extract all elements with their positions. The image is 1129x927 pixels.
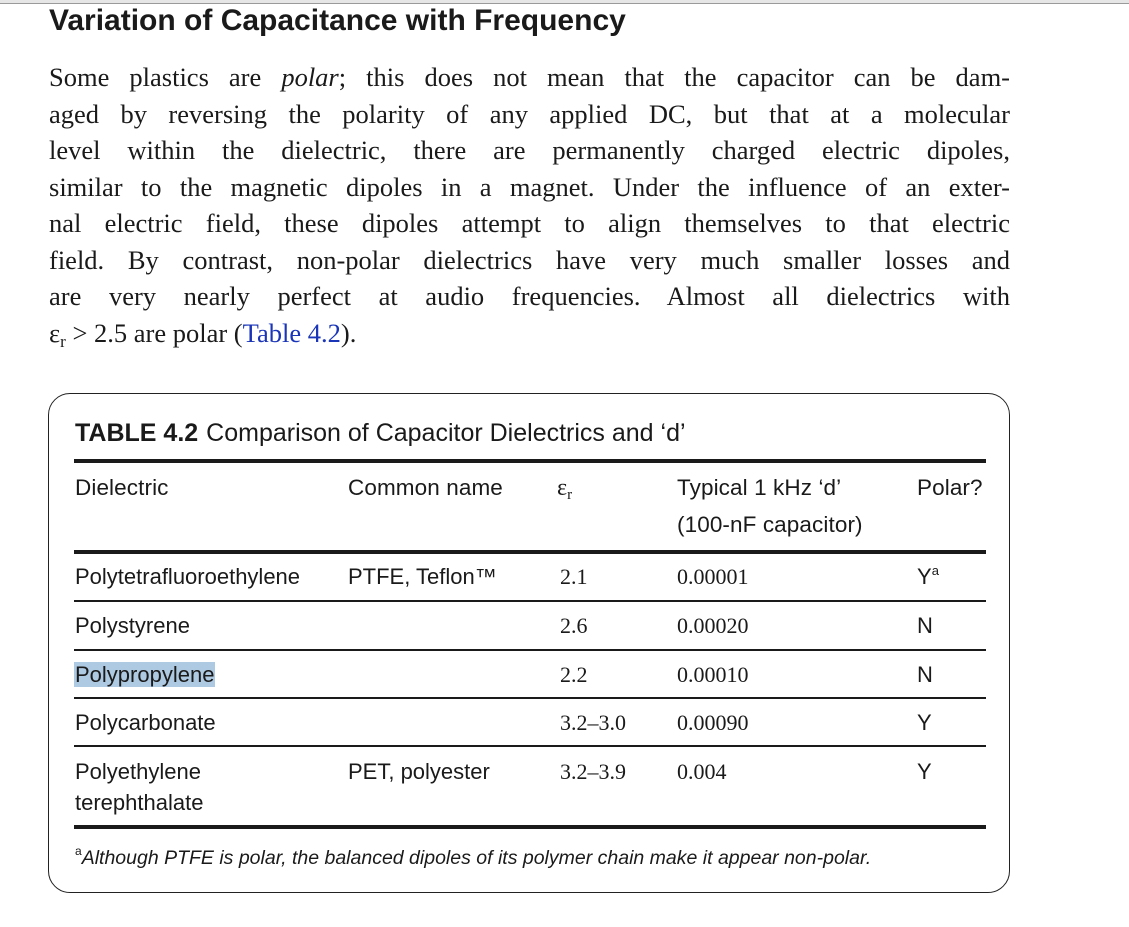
header-typical-d: Typical 1 kHz ‘d’ xyxy=(677,475,842,500)
row-2-er: 2.6 xyxy=(560,613,588,638)
paragraph-line-5: nal electric field, these dipoles attempt to align themselves to that electric xyxy=(49,208,1010,238)
header-er: $\varepsilon_r$ xyxy=(557,475,573,503)
row-4-d: 0.00090 xyxy=(677,710,749,735)
row-5-er: 3.2–3.9 xyxy=(560,759,626,784)
selected-text[interactable]: Polypropylene xyxy=(75,662,215,687)
paragraph-line-8: $\varepsilon_r > 2.5$ are polar (Table 4.2). xyxy=(49,317,357,351)
table-frame xyxy=(48,393,1010,893)
row-5-common-name: PET, polyester xyxy=(348,759,490,784)
table-bottom-rule xyxy=(74,825,986,829)
table-title: Comparison of Capacitor Dielectrics and ‘d’ xyxy=(206,419,686,447)
row-3-er: 2.2 xyxy=(560,662,588,687)
paragraph-line-1: Some plastics are polar; this does not mean that the capacitor can be dam- xyxy=(49,62,1011,92)
polar-emphasis: polar xyxy=(281,62,339,92)
row-3-polar: N xyxy=(917,662,933,687)
paragraph-line-3: level within the dielectric, there are permanently charged electric dipoles, xyxy=(49,135,1010,165)
header-polar: Polar? xyxy=(917,475,983,500)
table-top-rule xyxy=(74,459,986,463)
row-1-d: 0.00001 xyxy=(677,564,749,589)
epsilon-symbol: ε xyxy=(557,475,568,501)
footnote-marker: a xyxy=(931,563,939,578)
paragraph-line-2: aged by reversing the polarity of any applied DC, but that at a molecular xyxy=(49,98,1010,129)
header-common-name: Common name xyxy=(348,475,503,500)
table-reference-link[interactable]: Table 4.2 xyxy=(242,317,341,348)
row-5-d: 0.004 xyxy=(677,759,727,784)
row-5-dielectric-cont: terephthalate xyxy=(75,790,204,815)
row-1-polar: $Y^a$ xyxy=(917,563,939,589)
table-label: TABLE 4.2 xyxy=(75,419,199,447)
paragraph-line-6: field. By contrast, non-polar dielectrics have very much smaller losses and xyxy=(49,244,1010,275)
row-1-er: 2.1 xyxy=(560,564,588,589)
row-2-d: 0.00020 xyxy=(677,613,749,638)
body-paragraph xyxy=(49,59,1010,351)
row-1-dielectric: Polytetrafluoroethylene xyxy=(75,564,301,589)
epsilon-symbol: ε xyxy=(49,317,61,348)
row-2-polar: N xyxy=(917,613,933,638)
row-5-polar: Y xyxy=(917,759,932,784)
row-2-dielectric: Polystyrene xyxy=(75,613,190,638)
header-typical-d-sub: (100-nF capacitor) xyxy=(677,512,863,537)
row-divider xyxy=(74,600,986,602)
section-title: Variation of Capacitance with Frequency xyxy=(49,4,626,37)
table-footnote: $^a$Although PTFE is polar, the balanced dipoles of its polymer chain make it appear non-polar. xyxy=(75,844,872,869)
table-caption xyxy=(75,416,686,450)
row-divider xyxy=(74,745,986,747)
row-divider xyxy=(74,697,986,699)
header-dielectric: Dielectric xyxy=(75,475,169,500)
row-5-dielectric: Polyethylene xyxy=(75,759,201,784)
row-4-dielectric: Polycarbonate xyxy=(75,710,216,735)
header-rule xyxy=(74,550,986,554)
row-4-er: 3.2–3.0 xyxy=(560,710,626,735)
row-1-common-name: PTFE, Teflon™ xyxy=(348,564,497,589)
paragraph-line-4: similar to the magnetic dipoles in a magnet. Under the influence of an exter- xyxy=(49,171,1010,202)
footnote-marker: a xyxy=(75,844,82,858)
row-4-polar: Y xyxy=(917,710,932,735)
paragraph-line-7: are very nearly perfect at audio frequencies. Almost all dielectrics with xyxy=(49,281,1010,311)
row-divider xyxy=(74,649,986,651)
row-3-dielectric[interactable] xyxy=(74,660,215,690)
row-3-d: 0.00010 xyxy=(677,662,749,687)
